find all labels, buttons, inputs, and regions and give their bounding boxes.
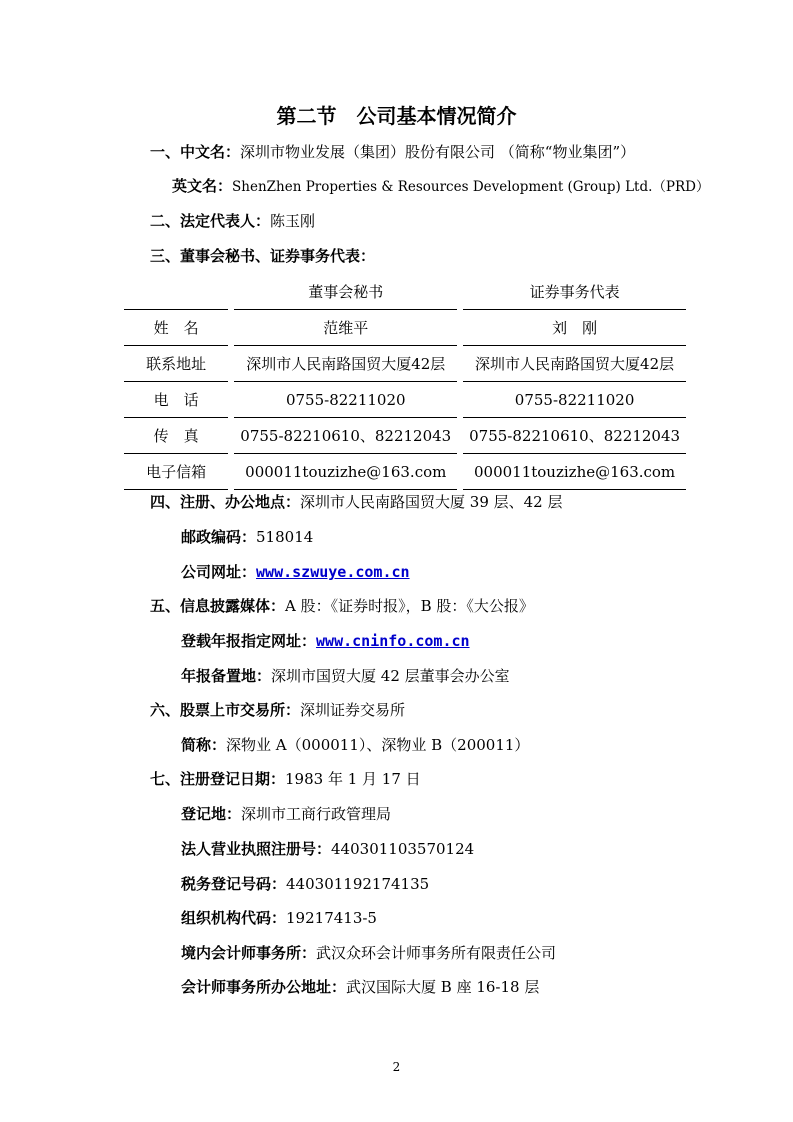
en-name-line [172, 176, 709, 197]
postcode-value: 518014 [256, 528, 314, 546]
table-cell: 深圳市人民南路国贸大厦42层 [234, 346, 457, 382]
office-line [150, 492, 563, 512]
media-line [150, 596, 534, 616]
legal-rep-label: 二、法定代表人： [150, 212, 271, 230]
legal-rep-line [150, 211, 315, 231]
table-row-label: 电子信箱 [124, 454, 228, 490]
website-label: 公司网址： [181, 563, 257, 581]
table-row [124, 382, 686, 418]
auditor-addr-label: 会计师事务所办公地址： [181, 978, 347, 996]
table-cell: 0755-82211020 [234, 382, 457, 418]
org-code-line [181, 908, 377, 928]
website-line [181, 562, 410, 582]
auditor-addr-value: 武汉国际大厦 B 座 16-18 层 [346, 978, 540, 996]
table-row-label: 联系地址 [124, 346, 228, 382]
postcode-label: 邮政编码： [181, 528, 257, 546]
table-row [124, 454, 686, 490]
auditor-addr-line [181, 977, 539, 997]
cn-name-value: 深圳市物业发展（集团）股份有限公司 （简称“物业集团”） [240, 143, 636, 161]
table-row-label: 传 真 [124, 418, 228, 454]
media-value: A 股：《证券时报》，B 股：《大公报》 [285, 597, 534, 615]
table-cell: 0755-82211020 [463, 382, 686, 418]
org-code-label: 组织机构代码： [181, 909, 287, 927]
table-header-cell: 董事会秘书 [234, 274, 457, 310]
en-name-value: ShenZhen Properties & Resources Development (Group) Ltd.（PRD） [232, 179, 710, 195]
table-row-label: 姓 名 [124, 310, 228, 346]
table-header-cell: 证券事务代表 [463, 274, 686, 310]
short-name-label: 简称： [181, 736, 227, 754]
contact-table [124, 274, 686, 490]
org-code-value: 19217413-5 [286, 909, 377, 927]
short-name-value: 深物业 A（000011）、深物业 B（200011） [226, 736, 530, 754]
annual-place-label: 年报备置地： [181, 667, 272, 685]
page-number: 2 [392, 1060, 401, 1074]
annual-site-link[interactable]: www.cninfo.com.cn [316, 632, 470, 650]
license-line [181, 839, 474, 859]
legal-rep-value: 陈玉刚 [270, 212, 316, 230]
table-cell: 刘 刚 [463, 310, 686, 346]
annual-place-value: 深圳市国贸大厦 42 层董事会办公室 [271, 667, 510, 685]
reg-date-line [150, 769, 421, 789]
website-link[interactable]: www.szwuye.com.cn [256, 563, 410, 581]
tax-line [181, 874, 429, 894]
table-row-label: 电 话 [124, 382, 228, 418]
table-cell: 0755-82210610、82212043 [463, 418, 686, 454]
office-label: 四、注册、办公地点： [150, 493, 301, 511]
exchange-value: 深圳证券交易所 [300, 701, 406, 719]
office-value: 深圳市人民南路国贸大厦 39 层、42 层 [300, 493, 563, 511]
reg-place-value: 深圳市工商行政管理局 [241, 805, 392, 823]
table-header-cell [124, 274, 228, 310]
secretary-heading-label: 三、董事会秘书、证券事务代表： [150, 247, 376, 265]
secretary-heading [150, 246, 375, 266]
reg-date-label: 七、注册登记日期： [150, 770, 286, 788]
table-row [124, 310, 686, 346]
license-label: 法人营业执照注册号： [181, 840, 332, 858]
tax-value: 440301192174135 [286, 875, 430, 893]
auditor-value: 武汉众环会计师事务所有限责任公司 [316, 944, 557, 962]
reg-place-line [181, 804, 391, 824]
short-name-line [181, 735, 529, 755]
reg-place-label: 登记地： [181, 805, 242, 823]
table-row [124, 346, 686, 382]
en-name-label: 英文名： [172, 177, 233, 195]
table-cell: 范维平 [234, 310, 457, 346]
auditor-line [181, 943, 556, 963]
table-cell: 0755-82210610、82212043 [234, 418, 457, 454]
section-title: 第二节 公司基本情况简介 [276, 104, 517, 128]
table-cell: 000011touzizhe@163.com [234, 454, 457, 490]
table-row [124, 418, 686, 454]
exchange-line [150, 700, 405, 720]
annual-site-line [181, 631, 470, 651]
auditor-label: 境内会计师事务所： [181, 944, 317, 962]
postcode-line [181, 527, 313, 547]
table-cell: 深圳市人民南路国贸大厦42层 [463, 346, 686, 382]
media-label: 五、信息披露媒体： [150, 597, 286, 615]
cn-name-line [150, 142, 635, 162]
reg-date-value: 1983 年 1 月 17 日 [285, 770, 421, 788]
annual-site-label: 登载年报指定网址： [181, 632, 317, 650]
annual-place-line [181, 666, 510, 686]
table-header-row [124, 274, 686, 310]
tax-label: 税务登记号码： [181, 875, 287, 893]
table-cell: 000011touzizhe@163.com [463, 454, 686, 490]
cn-name-label: 一、中文名： [150, 143, 241, 161]
license-value: 440301103570124 [331, 840, 475, 858]
exchange-label: 六、股票上市交易所： [150, 701, 301, 719]
